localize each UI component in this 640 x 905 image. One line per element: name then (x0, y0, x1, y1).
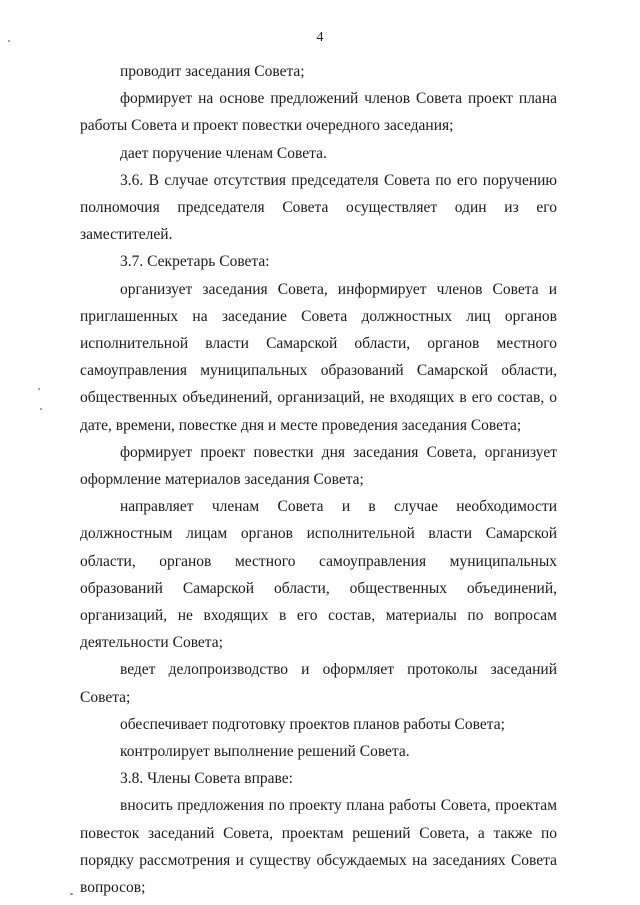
paragraph-3: дает поручение членам Совета. (120, 144, 327, 162)
paragraph-6: организует заседания Совета, информирует членов Совета и приглашенных на заседание Совета должностных лиц органов исполнительной власти Самарской области, органов местного самоуправления муниципальных образований Самарской области, общественных объединений, организаций, не входящих в его состав, о дате, времени, повестке дня и месте проведения заседания Совета; (80, 280, 557, 434)
paragraph-2: формирует на основе предложений членов Совета проект плана работы Совета и проект повестки очередного заседания; (80, 90, 557, 135)
paragraph-4: 3.6. В случае отсутствия председателя Совета по его поручению полномочия председателя Совета осуществляет один из его заместителей. (80, 171, 557, 244)
scan-speck (8, 40, 10, 42)
scan-speck (38, 388, 40, 390)
paragraph-8: направляет членам Совета и в случае необходимости должностным лицам органов исполнительной власти Самарской области, органов местного самоуправления муниципальных образований Самарской области, общественных объединений, организаций, не входящих в его состав, материалы по вопросам деятельности Совета; (80, 498, 557, 652)
paragraph-9: ведет делопроизводство и оформляет протоколы заседаний Совета; (80, 661, 557, 706)
paragraph-7: формирует проект повестки дня заседания Совета, организует оформление материалов заседания Совета; (80, 443, 557, 489)
paragraph-12: 3.8. Члены Совета вправе: (120, 770, 293, 788)
paragraph-5: 3.7. Секретарь Совета: (120, 253, 270, 271)
page-number: 4 (316, 30, 324, 45)
paragraph-11: контролирует выполнение решений Совета. (120, 743, 410, 761)
document-body (80, 58, 557, 901)
scan-speck (70, 893, 73, 895)
paragraph-10: обеспечивает подготовку проектов планов работы Совета; (120, 715, 505, 733)
paragraph-1: проводит заседания Совета; (120, 63, 305, 80)
scan-speck (40, 408, 42, 410)
paragraph-13: вносить предложения по проекту плана работы Совета, проектам повесток заседаний Совета, проектам решений Совета, а также по порядку рассмотрения и существу обсуждаемых на заседаниях Совета вопросов; (80, 797, 557, 897)
